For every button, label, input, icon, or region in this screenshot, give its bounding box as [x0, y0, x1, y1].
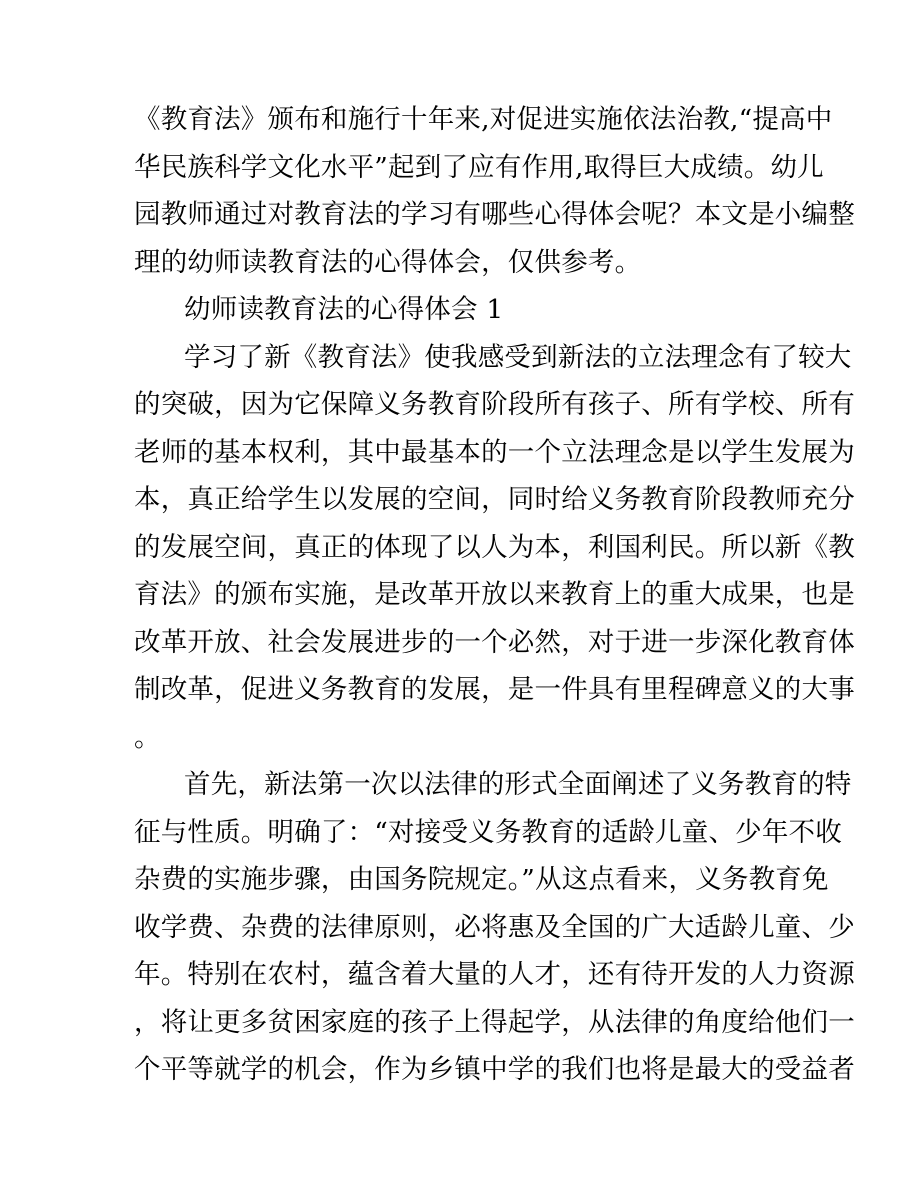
paragraph-1-line-6: 育法》的颁布实施，是改革开放以来教育上的重大成果，也是 — [134, 579, 855, 610]
paragraph-1-line-9: 。 — [134, 721, 161, 753]
paragraph-2-line-5: 年。特别在农村，蕴含着大量的人才，还有待开发的人力资源 — [134, 959, 855, 990]
paragraph-2-line-1: 首先，新法第一次以法律的形式全面阐述了义务教育的特 — [184, 769, 852, 800]
paragraph-1-line-2: 的突破，因为它保障义务教育阶段所有孩子、所有学校、所有 — [134, 389, 855, 420]
paragraph-1-line-8: 制改革，促进义务教育的发展，是一件具有里程碑意义的大事 — [134, 674, 855, 705]
paragraph-1-line-5: 的发展空间，真正的体现了以人为本，利国利民。所以新《教 — [134, 531, 855, 563]
intro-line-3: 园教师通过对教育法的学习有哪些心得体会呢？本文是小编整 — [134, 199, 855, 230]
intro-line-2: 华民族科学文化水平”起到了应有作用,取得巨大成绩。幼儿 — [134, 151, 824, 183]
document-page — [134, 96, 855, 1094]
intro-line-1: 《教育法》颁布和施行十年来,对促进实施依法治教,“提高中 — [134, 104, 833, 135]
paragraph-1-line-7: 改革开放、社会发展进步的一个必然，对于进一步深化教育体 — [134, 626, 855, 658]
paragraph-2-line-6: ，将让更多贫困家庭的孩子上得起学，从法律的角度给他们一 — [134, 1006, 855, 1038]
section-heading: 幼师读教育法的心得体会 1 — [184, 294, 504, 325]
paragraph-2-line-7: 个平等就学的机会，作为乡镇中学的我们也将是最大的受益者 — [134, 1054, 855, 1085]
paragraph-2-line-2: 征与性质。明确了：“对接受义务教育的适龄儿童、少年不收 — [134, 816, 842, 848]
paragraph-1-line-3: 老师的基本权利，其中最基本的一个立法理念是以学生发展为 — [134, 436, 855, 468]
paragraph-1-line-4: 本，真正给学生以发展的空间，同时给义务教育阶段教师充分 — [134, 484, 855, 515]
intro-line-4: 理的幼师读教育法的心得体会，仅供参考。 — [134, 246, 642, 278]
paragraph-2-line-4: 收学费、杂费的法律原则，必将惠及全国的广大适龄儿童、少 — [134, 911, 855, 943]
paragraph-2-line-3: 杂费的实施步骤，由国务院规定。”从这点看来，义务教育免 — [134, 864, 829, 895]
paragraph-1-line-1: 学习了新《教育法》使我感受到新法的立法理念有了较大 — [184, 341, 852, 373]
